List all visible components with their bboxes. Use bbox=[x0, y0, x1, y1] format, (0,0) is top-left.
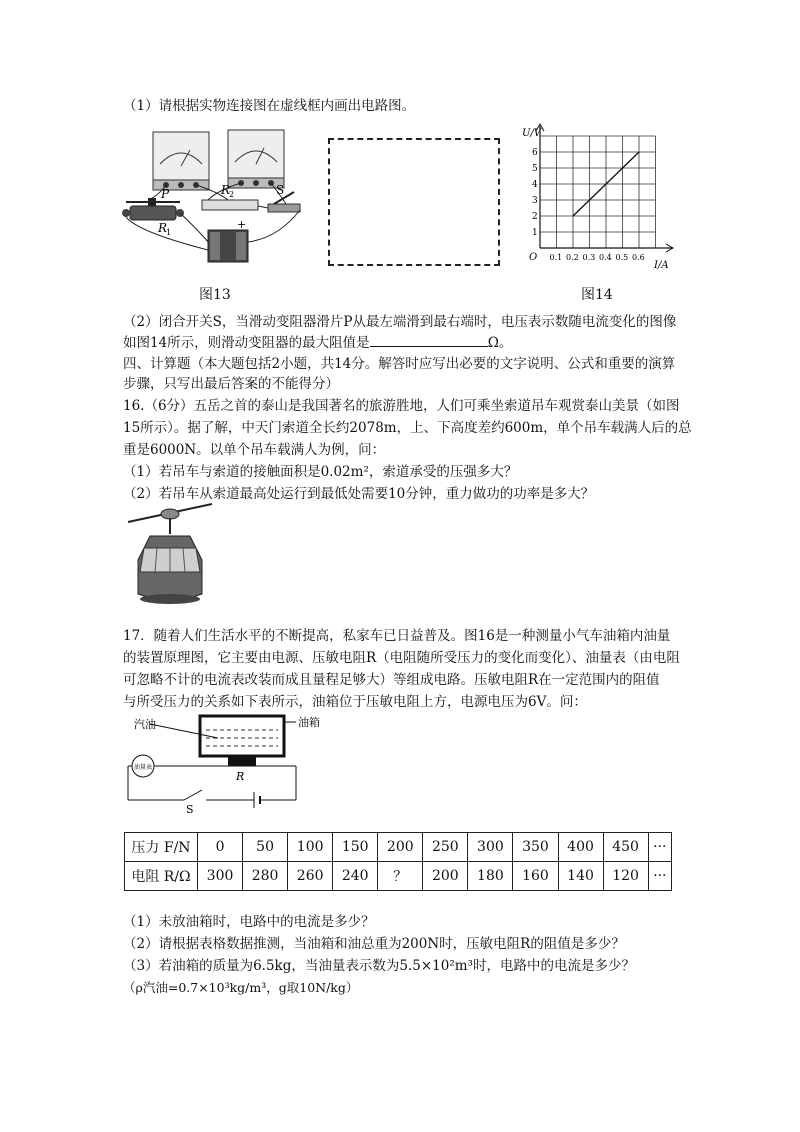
x-tick-label: 0.1 bbox=[549, 253, 563, 262]
q17-line3: 可忽略不计的电流表改装而成且量程足够大）等组成电路。压敏电阻R在一定范围内的阻值 bbox=[123, 672, 660, 688]
y-tick-label: 2 bbox=[532, 212, 538, 222]
table-row bbox=[125, 833, 672, 862]
fig14-graph bbox=[520, 122, 680, 274]
resistor-r2-icon bbox=[202, 200, 258, 210]
fig16-label-s: S bbox=[186, 803, 194, 816]
q17-sub1: （1）未放油箱时，电路中的电流是多少？ bbox=[123, 914, 375, 930]
meter-2-icon bbox=[228, 130, 284, 188]
pressure-resistance-table bbox=[124, 832, 672, 891]
q17-note: （ρ汽油=0.7×10³kg/m³，g取10N/kg） bbox=[123, 980, 359, 995]
table-cell: 450 bbox=[603, 833, 648, 862]
battery-plus-sign: + bbox=[237, 218, 247, 231]
table-cell: 200 bbox=[423, 862, 468, 891]
table-cell: 200 bbox=[378, 833, 423, 862]
fig16-label-gasoline: 汽油 bbox=[134, 718, 156, 731]
fig13-label-r1: R bbox=[158, 221, 168, 235]
row2-header: 电阻 R/Ω bbox=[125, 862, 198, 891]
table-cell: 250 bbox=[423, 833, 468, 862]
pressure-resistor-icon bbox=[228, 756, 256, 766]
q17-sub3: （3）若油箱的质量为6.5kg，当油量表示数为5.5×10²m³时，电路中的电流是多少？ bbox=[123, 958, 635, 974]
q16-line1: 16.（6分）五岳之首的泰山是我国著名的旅游胜地，人们可乘坐索道吊车观赏泰山美景（如图 bbox=[123, 398, 680, 414]
table-row bbox=[125, 862, 672, 891]
x-tick-label: 0.6 bbox=[632, 253, 645, 262]
table-cell: 240 bbox=[333, 862, 378, 891]
fig13-caption: 图13 bbox=[199, 287, 231, 303]
graph-origin: O bbox=[529, 252, 538, 263]
table-cell: 160 bbox=[513, 862, 558, 891]
fig16-label-meter: 油量表 bbox=[134, 764, 153, 771]
q17-line1: 17．随着人们生活水平的不断提高，私家车已日益普及。图16是一种测量小气车油箱内油量 bbox=[123, 628, 671, 644]
battery-icon bbox=[208, 230, 248, 262]
table-cell: 260 bbox=[288, 862, 333, 891]
fig13-label-r1-sub: 1 bbox=[166, 228, 172, 237]
q16-sub1: （1）若吊车与索道的接触面积是0.02m²，索道承受的压强多大？ bbox=[123, 464, 518, 480]
answer-blank bbox=[370, 332, 488, 347]
cable-car-icon bbox=[124, 500, 216, 612]
meter-1-icon bbox=[153, 132, 209, 190]
table-cell: 400 bbox=[558, 833, 603, 862]
answer-box bbox=[328, 138, 500, 266]
y-tick-label: 3 bbox=[532, 196, 538, 206]
x-tick-label: 0.2 bbox=[566, 253, 579, 262]
fig16-label-r: R bbox=[236, 770, 245, 783]
graph-ylabel: U/V bbox=[522, 128, 542, 139]
fig13-label-r2-sub: 2 bbox=[229, 190, 235, 199]
table-cell: ··· bbox=[648, 862, 671, 891]
fig14-caption: 图14 bbox=[581, 287, 613, 303]
q15-part2-line1: （2）闭合开关S，当滑动变阻器滑片P从最左端滑到最右端时，电压表示数随电流变化的图像 bbox=[123, 314, 677, 330]
q15-part2-unit: Ω。 bbox=[487, 335, 513, 351]
q15-part2-text: 如图14所示，则滑动变阻器的最大阻值是 bbox=[123, 335, 370, 351]
section4-line2: 步骤，只写出最后答案的不能得分） bbox=[123, 376, 339, 392]
y-tick-label: 1 bbox=[532, 228, 538, 238]
fig16-label-tank: 油箱 bbox=[298, 716, 320, 729]
y-tick-label: 4 bbox=[532, 180, 538, 190]
y-tick-label: 6 bbox=[532, 148, 538, 158]
graph-xlabel: I/A bbox=[654, 260, 669, 271]
table-cell: 350 bbox=[513, 833, 558, 862]
q15-part2-line2 bbox=[123, 332, 512, 353]
row1-header: 压力 F/N bbox=[125, 833, 198, 862]
x-tick-label: 0.4 bbox=[599, 253, 612, 262]
q16-line3: 重是6000N。以单个吊车载满人为例，问： bbox=[123, 442, 386, 458]
table-cell: 300 bbox=[468, 833, 513, 862]
fig16-circuit bbox=[126, 712, 326, 816]
tank-icon bbox=[200, 716, 284, 756]
table-cell: 50 bbox=[243, 833, 288, 862]
y-tick-label: 5 bbox=[532, 164, 538, 174]
fig13-apparatus bbox=[118, 122, 318, 272]
table-cell: 100 bbox=[288, 833, 333, 862]
table-cell: ··· bbox=[648, 833, 671, 862]
table-cell: 300 bbox=[198, 862, 243, 891]
q16-line2: 15所示）。据了解，中天门索道全长约2078m，上、下高度差约600m，单个吊车载满人后的总 bbox=[123, 420, 692, 436]
x-tick-label: 0.5 bbox=[615, 253, 629, 262]
fig13-label-p: P bbox=[161, 187, 170, 201]
q15-part1: （1）请根据实物连接图在虚线框内画出电路图。 bbox=[123, 98, 416, 114]
table-cell: 120 bbox=[603, 862, 648, 891]
x-tick-label: 0.3 bbox=[582, 253, 596, 262]
table-cell: 180 bbox=[468, 862, 513, 891]
switch-s-icon bbox=[184, 790, 202, 800]
table-cell: 0 bbox=[198, 833, 243, 862]
section4-line1: 四、计算题（本大题包括2小题，共14分。解答时应写出必要的文字说明、公式和重要的演算 bbox=[123, 356, 676, 372]
q17-line4: 与所受压力的关系如下表所示，油箱位于压敏电阻上方，电源电压为6V。问： bbox=[123, 694, 587, 710]
q17-sub2: （2）请根据表格数据推测，当油箱和油总重为200N时，压敏电阻R的阻值是多少？ bbox=[123, 936, 625, 952]
fig13-label-s: S bbox=[276, 183, 285, 197]
table-cell: 140 bbox=[558, 862, 603, 891]
table-cell: 280 bbox=[243, 862, 288, 891]
table-cell: 150 bbox=[333, 833, 378, 862]
rheostat-icon bbox=[122, 198, 184, 220]
q17-line2: 的装置原理图，它主要由电源、压敏电阻R（电阻随所受压力的变化而变化）、油量表（由电阻 bbox=[123, 650, 680, 666]
q16-sub2: （2）若吊车从索道最高处运行到最低处需要10分钟，重力做功的功率是多大？ bbox=[123, 486, 595, 502]
fig13-label-r2: R bbox=[221, 183, 231, 197]
table-cell: ？ bbox=[378, 862, 423, 891]
